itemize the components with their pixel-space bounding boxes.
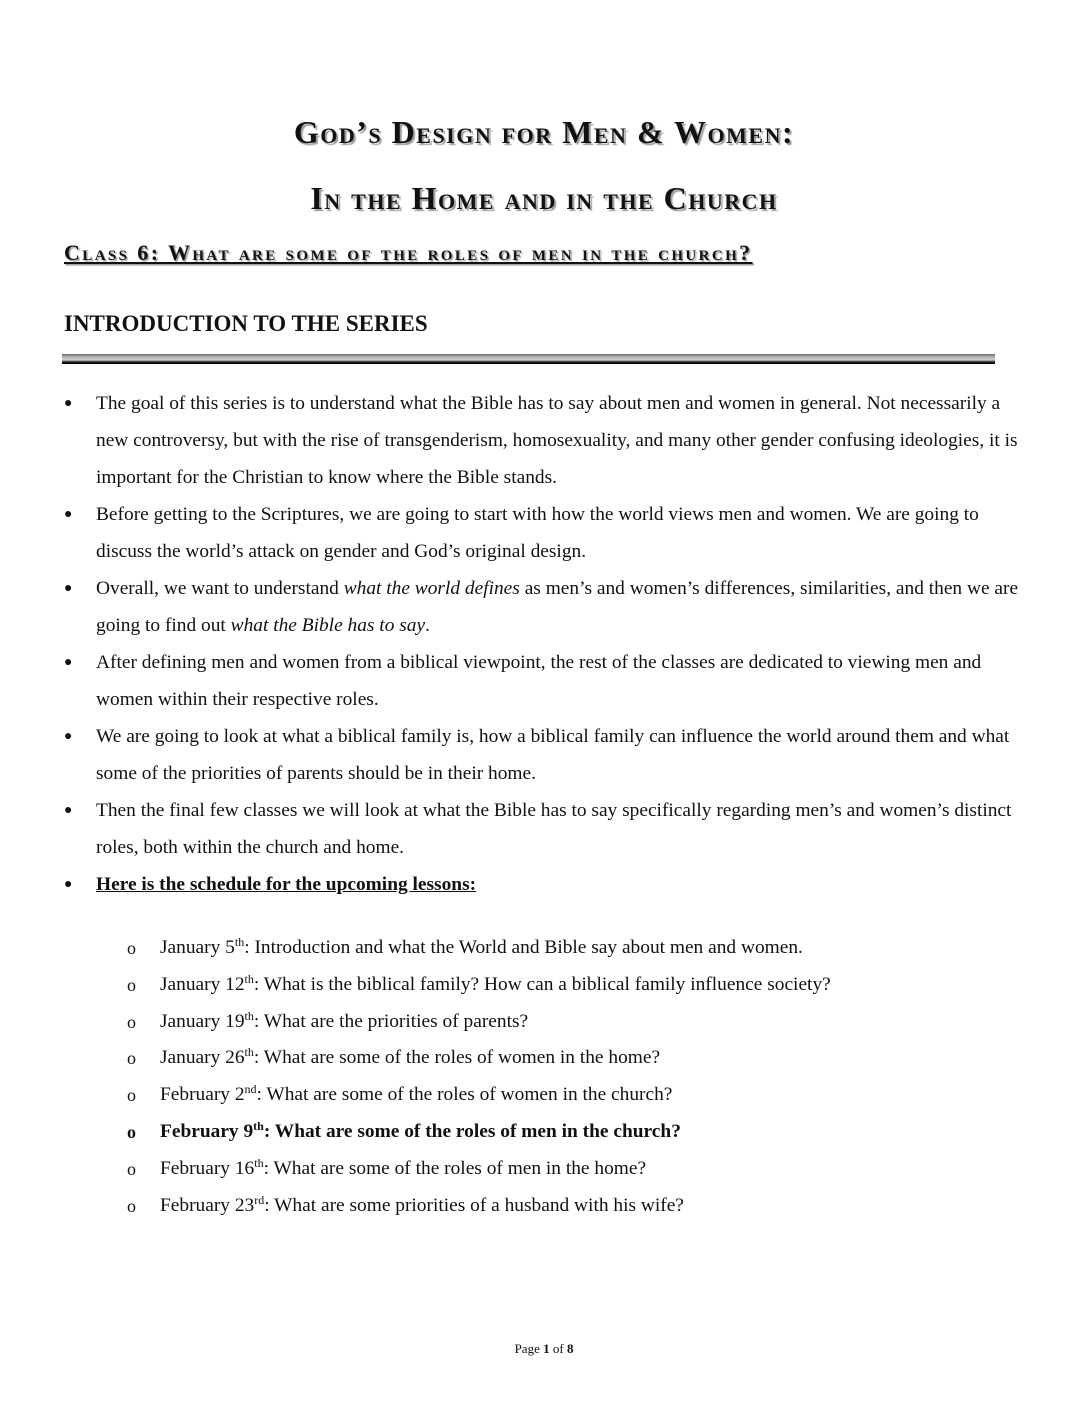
circle-bullet-icon: o — [127, 974, 136, 995]
bullet-text-before: Overall, we want to understand — [96, 578, 344, 599]
bullet-text: Before getting to the Scriptures, we are going to start with how the world views men and women. We are going to discuss the world’s attack on gender and God’s original design. — [96, 504, 979, 562]
schedule-date: February 2 — [160, 1084, 245, 1106]
bullet-text: After defining men and women from a biblical viewpoint, the rest of the classes are dedicated to viewing men and women within their respective roles. — [96, 652, 982, 710]
section-heading: INTRODUCTION TO THE SERIES — [64, 311, 428, 336]
circle-bullet-icon: o — [127, 1085, 136, 1106]
list-item — [0, 792, 1088, 866]
schedule-date: January 5 — [160, 937, 235, 958]
date-suffix: th — [244, 1008, 254, 1023]
schedule-item — [0, 1151, 1088, 1188]
schedule-item — [0, 1004, 1088, 1041]
bullet-text-after: . — [425, 615, 430, 636]
schedule-item — [0, 967, 1088, 1004]
class-heading: Class 6: What are some of the roles of men in the church? — [64, 240, 753, 265]
schedule-date: January 26 — [160, 1047, 245, 1069]
page-current: 1 — [543, 1341, 550, 1356]
bullet-icon: ● — [64, 803, 73, 818]
bullet-text: We are going to look at what a biblical family is, how a biblical family can influence the world around them and what some of the priorities of parents should be in their home. — [96, 726, 1010, 784]
page-of-label: of — [552, 1341, 564, 1356]
document-title-line-2: In the Home and in the Church — [310, 180, 778, 216]
schedule-item — [0, 1040, 1088, 1077]
date-suffix: th — [234, 935, 245, 949]
schedule-item-current — [0, 1114, 1088, 1151]
schedule-topic: : What is the biblical family? How can a biblical family influence society? — [253, 973, 831, 995]
schedule-date: February 9 — [160, 1120, 254, 1142]
circle-bullet-icon: o — [127, 1195, 136, 1216]
schedule-date: January 19 — [160, 1010, 245, 1032]
list-item — [0, 570, 1088, 644]
bullet-icon: ● — [64, 877, 73, 892]
schedule-item — [0, 930, 1088, 967]
date-suffix: th — [253, 1118, 264, 1133]
list-item — [0, 644, 1088, 718]
document-title-line-1: God’s Design for Men & Women: — [293, 114, 795, 150]
schedule-item — [0, 1188, 1088, 1225]
bullet-text: The goal of this series is to understand what the Bible has to say about men and women in general. Not necessarily a new controversy, but with the rise of transgenderism, homosexuality, and many other gender confusing ideologies, it is important for the Christian to know where the Bible stands. — [96, 393, 1018, 488]
schedule-date: February 23 — [160, 1194, 255, 1216]
circle-bullet-icon: o — [127, 1011, 136, 1032]
circle-bullet-icon: o — [127, 1121, 136, 1142]
schedule-topic: : What are the priorities of parents? — [253, 1010, 529, 1032]
bullet-emphasis: what the Bible has to say — [230, 615, 426, 636]
circle-bullet-icon: o — [127, 938, 136, 958]
schedule-topic: : Introduction and what the World and Bible say about men and women. — [244, 937, 803, 958]
list-item — [0, 385, 1088, 496]
circle-bullet-icon: o — [127, 1158, 136, 1179]
bullet-icon: ● — [64, 581, 73, 596]
bullet-text-middle: as men’s and women’s differences, similarities, and then we are going to find out — [96, 578, 1019, 636]
circle-bullet-icon: o — [127, 1048, 136, 1069]
date-suffix: rd — [254, 1192, 265, 1207]
section-divider — [62, 354, 995, 364]
schedule-topic: : What are some priorities of a husband with his wife? — [264, 1194, 684, 1216]
schedule-heading: Here is the schedule for the upcoming lessons: — [96, 874, 477, 895]
date-suffix: nd — [244, 1082, 257, 1097]
bullet-icon: ● — [64, 396, 73, 411]
bullet-icon: ● — [64, 507, 73, 522]
list-item — [0, 718, 1088, 792]
date-suffix: th — [244, 971, 254, 986]
intro-bullet-list — [0, 385, 1088, 903]
bullet-icon: ● — [64, 729, 73, 744]
schedule-date: February 16 — [160, 1157, 255, 1179]
schedule-topic: : What are some of the roles of women in the church? — [256, 1084, 673, 1106]
page-total: 8 — [566, 1341, 574, 1356]
bullet-icon: ● — [64, 655, 73, 670]
schedule-item — [0, 1077, 1088, 1114]
page-footer — [0, 1341, 1088, 1357]
bullet-emphasis: what the world defines — [343, 578, 520, 599]
schedule-topic: : What are some of the roles of men in the church? — [263, 1120, 681, 1142]
list-item — [0, 496, 1088, 570]
bullet-text: Then the final few classes we will look at what the Bible has to say specifically regarding men’s and women’s distinct roles, both within the church and home. — [96, 800, 1012, 858]
date-suffix: th — [244, 1045, 254, 1060]
schedule-date: January 12 — [160, 973, 245, 995]
schedule-heading-item — [0, 866, 1088, 903]
schedule-topic: : What are some of the roles of men in the home? — [263, 1157, 647, 1179]
page-label: Page — [514, 1341, 540, 1356]
date-suffix: th — [254, 1155, 264, 1170]
schedule-topic: : What are some of the roles of women in the home? — [253, 1047, 661, 1069]
schedule-list — [0, 930, 1088, 1224]
